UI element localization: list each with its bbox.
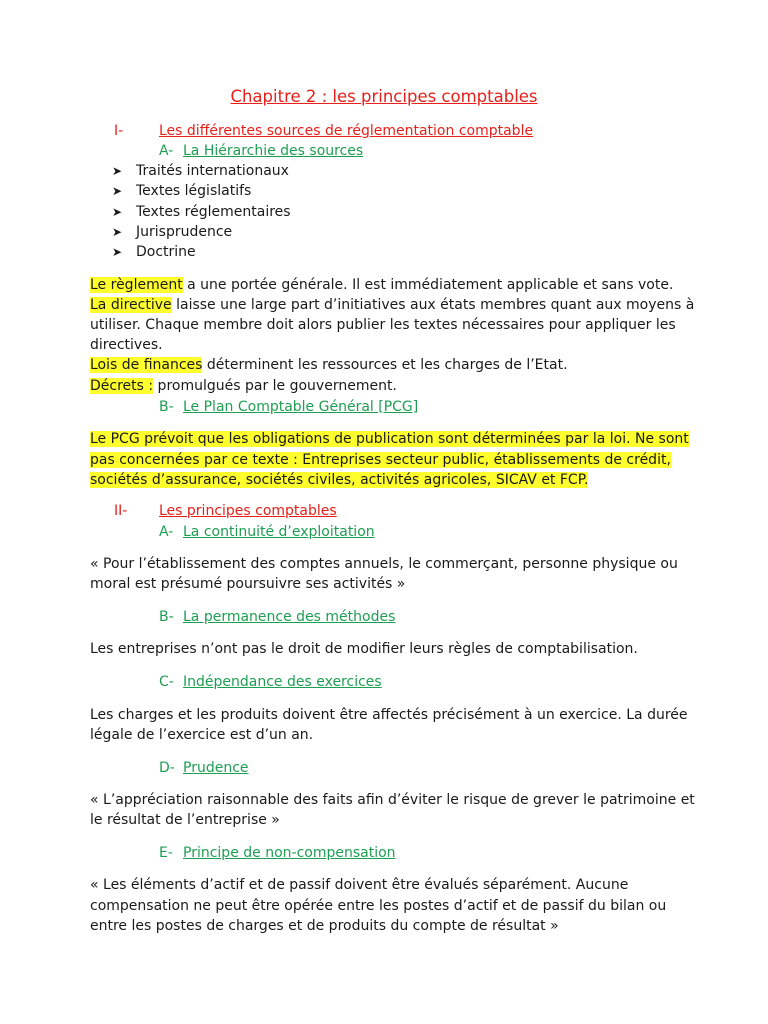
section-1-number: I- (114, 123, 124, 139)
subsection-label: Principe de non-compensation (183, 845, 396, 861)
subsection-label: Indépendance des exercices (183, 674, 382, 690)
subsection-letter: B- (159, 399, 174, 415)
principle-text-line: « Pour l’établissement des comptes annuels, le commerçant, personne physique ou (90, 556, 678, 572)
list-item: ➤ Textes législatifs (112, 183, 252, 199)
arrow-bullet-icon: ➤ (112, 205, 123, 219)
section-2-heading: Les principes comptables (159, 503, 337, 519)
principle-text-line: moral est présumé poursuivre ses activités » (90, 576, 406, 592)
paragraph-directive: La directive laisse une large part d’initiatives aux états membres quant aux moyens à (90, 297, 695, 313)
principle-text-line: « Les éléments d’actif et de passif doivent être évalués séparément. Aucune (90, 877, 629, 893)
list-item: ➤ Jurisprudence (112, 224, 233, 240)
subsection-letter: C- (159, 674, 174, 690)
section-2-number: II- (114, 503, 128, 519)
arrow-bullet-icon: ➤ (112, 245, 123, 259)
paragraph-directive-line2: utiliser. Chaque membre doit alors publier les textes nécessaires pour appliquer les (90, 317, 676, 333)
list-item: ➤ Textes réglementaires (112, 204, 291, 220)
list-item: ➤ Doctrine (112, 244, 196, 260)
subsection-2b (159, 607, 395, 627)
highlighted-term: Le règlement (90, 277, 183, 293)
subsection-label: Le Plan Comptable Général [PCG] (183, 399, 419, 415)
pcg-paragraph-line: sociétés d’assurance, sociétés civiles, activités agricoles, SICAV et FCP. (90, 472, 589, 488)
list-item: ➤ Traités internationaux (112, 163, 289, 179)
subsection-1b (159, 397, 418, 417)
pcg-paragraph-line: Le PCG prévoit que les obligations de publication sont déterminées par la loi. Ne sont (90, 431, 689, 447)
paragraph-lois: Lois de finances déterminent les ressources et les charges de l’Etat. (90, 357, 568, 373)
paragraph-directive-line3: directives. (90, 337, 163, 353)
pcg-paragraph-line: pas concernées par ce texte : Entreprises secteur public, établissements de crédit, (90, 452, 671, 468)
principle-text-line: légale de l’exercice est d’un an. (90, 727, 314, 743)
page-title: Chapitre 2 : les principes comptables (230, 87, 538, 106)
subsection-2a (159, 522, 375, 542)
principle-text-line: compensation ne peut être opérée entre les postes d’actif et de passif du bilan ou (90, 898, 667, 914)
subsection-label: La Hiérarchie des sources (183, 143, 364, 159)
arrow-bullet-icon: ➤ (112, 225, 123, 239)
section-1-heading: Les différentes sources de réglementation comptable (159, 123, 534, 139)
principle-text-line: entre les postes de charges et de produits du compte de résultat » (90, 918, 559, 934)
arrow-bullet-icon: ➤ (112, 184, 123, 198)
highlighted-term: Lois de finances (90, 357, 203, 373)
subsection-2d (159, 758, 249, 778)
subsection-letter: A- (159, 524, 174, 540)
highlighted-term: Décrets : (90, 378, 154, 394)
principle-text-line: Les charges et les produits doivent être affectés précisément à un exercice. La durée (90, 707, 688, 723)
paragraph-reglement: Le règlement a une portée générale. Il est immédiatement applicable et sans vote. (90, 277, 674, 293)
subsection-label: La continuité d’exploitation (183, 524, 375, 540)
principle-text-line: Les entreprises n’ont pas le droit de modifier leurs règles de comptabilisation. (90, 641, 638, 657)
subsection-label: La permanence des méthodes (183, 609, 396, 625)
subsection-2c (159, 672, 382, 692)
subsection-letter: E- (159, 845, 173, 861)
principle-text-line: le résultat de l’entreprise » (90, 812, 280, 828)
paragraph-decrets: Décrets : promulgués par le gouvernement. (90, 378, 397, 394)
principle-text-line: « L’appréciation raisonnable des faits afin d’éviter le risque de grever le patrimoine et (90, 792, 695, 808)
subsection-1a (159, 141, 363, 161)
subsection-label: Prudence (183, 760, 249, 776)
subsection-letter: D- (159, 760, 175, 776)
arrow-bullet-icon: ➤ (112, 164, 123, 178)
subsection-2e (159, 843, 396, 863)
subsection-letter: A- (159, 143, 174, 159)
subsection-letter: B- (159, 609, 174, 625)
highlighted-term: La directive (90, 297, 172, 313)
